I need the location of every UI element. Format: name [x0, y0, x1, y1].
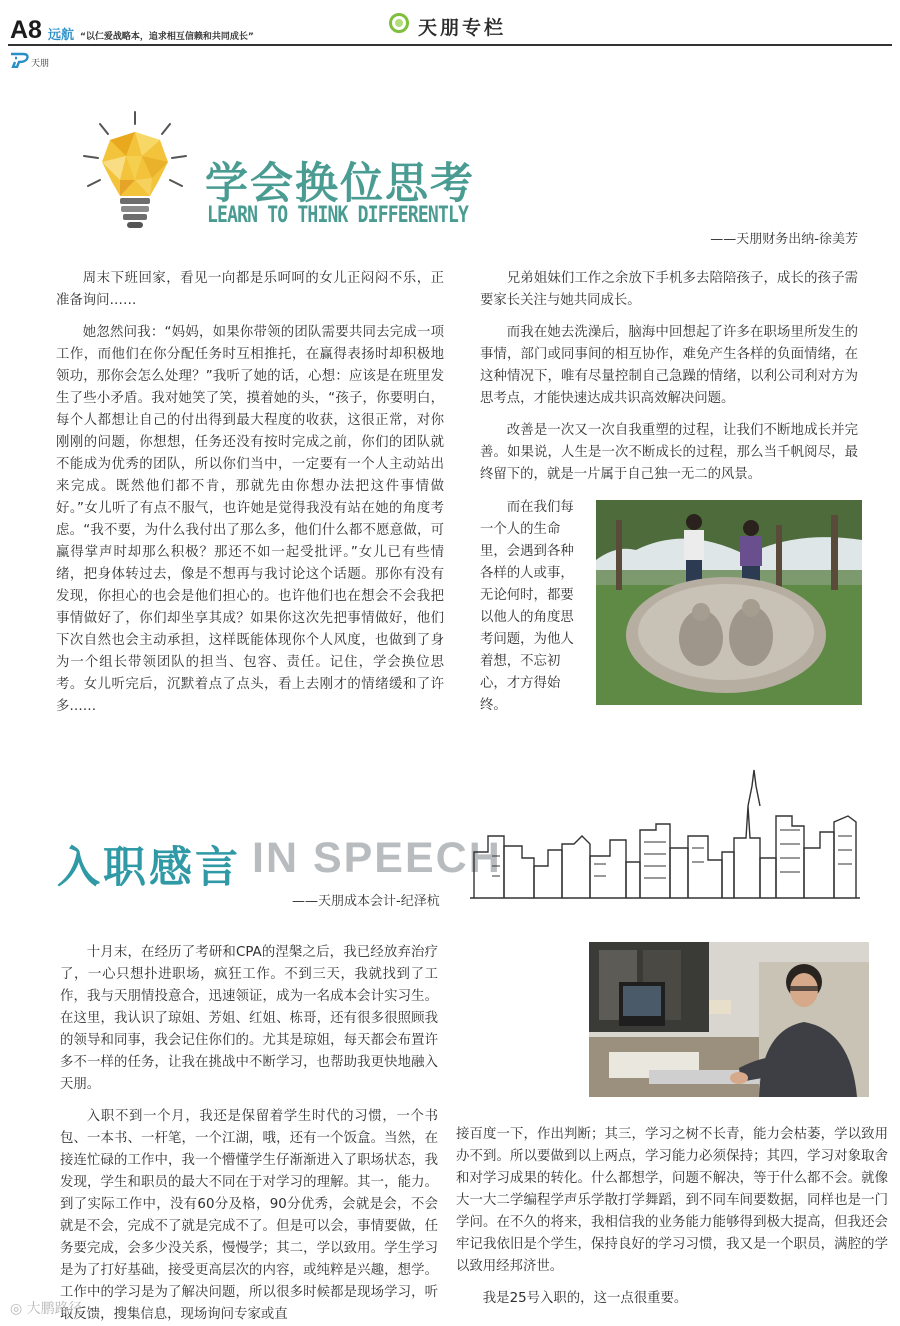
header-divider — [8, 44, 892, 46]
watermark-text: 大鹏路径 — [26, 1301, 83, 1317]
article2-right-column — [456, 1124, 888, 1320]
header-slogan: “以仁爱战略本，追求相互信赖和共同成长” — [80, 32, 254, 42]
article2-photo — [589, 942, 869, 1097]
article2-author: ——天朋成本会计-纪泽杭 — [292, 894, 440, 909]
article1-narrow-paragraph: 而在我们每一个人的生命里，会遇到各种各样的人或事，无论何时，都要以他人的角度思考问题，为他人着想，不忘初心，才方得始终。 — [480, 500, 574, 713]
paragraph: 兄弟姐妹们工作之余放下手机多去陪陪孩子，成长的孩子需要家长关注与她共同成长。 — [480, 271, 858, 308]
section-tag: 远航 — [48, 28, 75, 43]
article1-title: 学会换位思考 — [205, 159, 475, 209]
paragraph: 接百度一下，作出判断；其三，学习之树不长青，能力会枯萎，学以致用办不到。所以要做到以上两点，学习能力必须保持；其四，学习对象取舍和对学习成果的转化。什么都想学，问题不解决，等于什么都不会。就像大一大二学编程学声乐学散打学舞蹈，到不同车间要数据，同样也是一门学问。在不久的将来，我相信我的业务能力能够得到极大提高，但我还会牢记我依旧是个学生，保持良好的学习习惯，我又是一个职员，满腔的学以致用经邦济世。 — [456, 1127, 888, 1274]
column-title: 天朋专栏 — [418, 17, 507, 39]
lightbulb-icon — [80, 110, 190, 235]
city-skyline-icon — [470, 766, 860, 902]
paragraph: 而我在她去洗澡后，脑海中回想起了许多在职场里所发生的事情，部门或同事间的相互协作，难免产生各样的负面情绪，在这种情况下，唯有尽量控制自己急躁的情绪，以利公司利对方为思考点，才能快速达成共识高效解决问题。 — [480, 325, 858, 406]
article1-author: ——天朋财务出纳-徐美芳 — [710, 232, 858, 247]
article2-title: 入职感言 — [57, 843, 241, 893]
page-number: A8 — [10, 16, 42, 44]
paragraph: 改善是一次又一次自我重塑的过程，让我们不断地成长并完善。如果说，人生是一次不断成长的过程，那么当千帆阅尽，最终留下的，就是一片属于自己独一无二的风景。 — [480, 423, 858, 482]
watermark-logo-icon: ◎ — [10, 1301, 27, 1317]
watermark — [10, 1298, 83, 1318]
brand-logo-icon — [10, 52, 30, 72]
brand-name: 天朋 — [31, 59, 50, 69]
paragraph: 她忽然问我：“妈妈，如果你带领的团队需要共同去完成一项工作，而他们在你分配任务时互相推托，在赢得表扬时却积极地领功，那你会怎么处理？”我听了她的话，心想：应该是在班里发生了些小矛盾。我对她笑了笑，摸着她的头，“孩子，你要明白，每个人都想让自己的付出得到最大程度的收获，这很正常，对你刚刚的问题，你想想，任务还没有按时完成之前，你们的团队就不能成为优秀的团队，所以你们当中，一定要有一个人主动站出来完成。既然他们都不肯，那就先由你想办法把这件事情做好。”女儿听了有点不服气，也许她是觉得我没有站在她的角度考虑。“我不要，为什么我付出了那么多，他们什么都不愿意做，可赢得掌声时却那么积极？那还不如一起受批评。”女儿已有些情绪，把身体转过去，像是不想再与我讨论这个话题。那你有没有发现，你担心的也会是他们担心的。也许他们也在想会不会我把事情做好了，你们却坐享其成？如果你这次先把事情做好，他们下次自然也会主动承担，这样既能体现你个人风度，也做到了身为一个组长带领团队的担当、包容、责任。记住，学会换位思考。女儿听完后，沉默着点了点头，看上去刚才的情绪缓和了许多…… — [56, 325, 444, 714]
paragraph: 我是25号入职的，这一点很重要。 — [482, 1291, 688, 1306]
article2-left-column — [60, 942, 438, 1326]
article1-left-column — [56, 268, 444, 728]
paragraph: 周末下班回家，看见一向都是乐呵呵的女儿正闷闷不乐，正准备询问…… — [56, 271, 444, 308]
article1-title-en: LEARN TO THINK DIFFERENTLY — [207, 203, 469, 228]
column-circle-icon — [389, 13, 409, 33]
article1-photo — [596, 500, 862, 705]
article2-title-en: IN SPEECH — [252, 834, 502, 882]
paragraph: 十月末，在经历了考研和CPA的涅槃之后，我已经放弃治疗了，一心只想扑进职场，疯狂工作。不到三天，我就找到了工作，我与天朋情投意合，迅速领证，成为一名成本会计实习生。在这里，我认识了琼姐、芳姐、红姐、栋哥，还有很多很照顾我的领导和同事，我会记住你们的。尤其是琼姐，每天都会布置许多不一样的任务，让我在挑战中不断学习，也帮助我更快地融入天朋。 — [60, 945, 438, 1092]
paragraph: 入职不到一个月，我还是保留着学生时代的习惯，一个书包、一本书、一杆笔，一个江湖，哦，还有一个饭盒。当然，在接连忙碌的工作中，我一个懵懂学生仔渐渐进入了职场状态，我发现，学生和职员的最大不同在于对学习的理解。其一，能力。到了实际工作中，没有60分及格，90分优秀，会就是会，不会就是不会，完成不了就是完成不了。但是可以会，事情要做，任务要完成，会多少没关系，慢慢学；其二，学以致用。学生学习是为了打好基础，接受更高层次的内容，或纯粹是兴趣，想学。工作中的学习是为了解决问题，所以很多时候都是现场学习，听取反馈，搜集信息，现场询问专家或直 — [60, 1109, 438, 1322]
article1-right-column — [480, 268, 858, 496]
